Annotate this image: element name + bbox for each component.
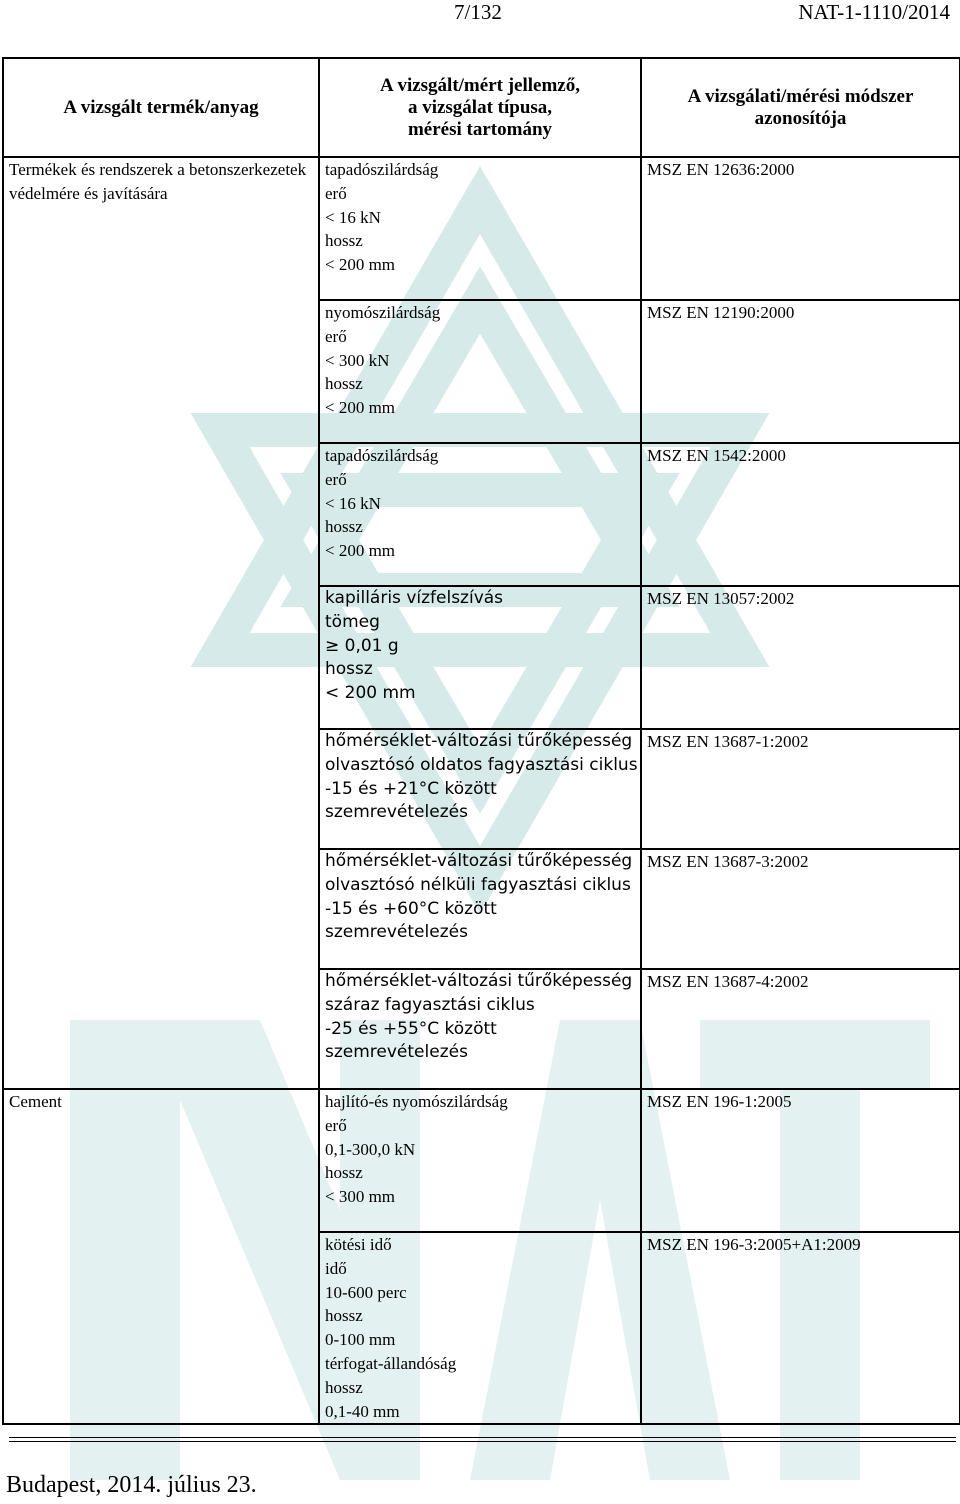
method-cell: MSZ EN 196-1:2005 — [641, 1089, 960, 1232]
col-header-product: A vizsgált termék/anyag — [3, 58, 319, 157]
accreditation-table — [2, 57, 960, 1425]
method-cell: MSZ EN 1542:2000 — [641, 443, 960, 586]
footer-rule-top — [9, 1437, 956, 1438]
method-cell: MSZ EN 13687-3:2002 — [641, 849, 960, 969]
method-cell: MSZ EN 13687-4:2002 — [641, 969, 960, 1089]
method-cell: MSZ EN 12636:2000 — [641, 157, 960, 300]
footer-date: Budapest, 2014. július 23. — [6, 1472, 257, 1498]
table-row — [3, 157, 960, 300]
page-number: 7/132 — [454, 0, 502, 24]
method-cell: MSZ EN 12190:2000 — [641, 300, 960, 443]
property-cell: kapilláris vízfelszívás tömeg ≥ 0,01 g hossz < 200 mm — [319, 586, 641, 729]
property-cell: nyomószilárdság erő < 300 kN hossz < 200 mm — [319, 300, 641, 443]
product-cell: Termékek és rendszerek a betonszerkezetek védelmére és javítására — [3, 157, 319, 1089]
col-header-property: A vizsgált/mért jellemző, a vizsgálat típusa, mérési tartomány — [319, 58, 641, 157]
property-cell: hajlító-és nyomószilárdság erő 0,1-300,0 kN hossz < 300 mm — [319, 1089, 641, 1232]
property-cell: tapadószilárdság erő < 16 kN hossz < 200 mm — [319, 443, 641, 586]
method-cell: MSZ EN 13057:2002 — [641, 586, 960, 729]
property-cell: kötési idő idő 10-600 perc hossz 0-100 mm térfogat-állandóság hossz 0,1-40 mm — [319, 1232, 641, 1424]
page-header — [0, 0, 960, 28]
footer-rule-bottom — [9, 1441, 956, 1442]
method-cell: MSZ EN 196-3:2005+A1:2009 — [641, 1232, 960, 1424]
property-cell: tapadószilárdság erő < 16 kN hossz < 200 mm — [319, 157, 641, 300]
property-cell: hőmérséklet-változási tűrőképesség száraz fagyasztási ciklus -25 és +55°C között szemrevételezés — [319, 969, 641, 1089]
property-cell: hőmérséklet-változási tűrőképesség olvasztósó nélküli fagyasztási ciklus -15 és +60°C között szemrevételezés — [319, 849, 641, 969]
col-header-method: A vizsgálati/mérési módszer azonosítója — [641, 58, 960, 157]
table-header-row — [3, 58, 960, 157]
table-row — [3, 1089, 960, 1232]
method-cell: MSZ EN 13687-1:2002 — [641, 729, 960, 849]
document-id: NAT-1-1110/2014 — [798, 0, 950, 24]
product-cell: Cement — [3, 1089, 319, 1424]
property-cell: hőmérséklet-változási tűrőképesség olvasztósó oldatos fagyasztási ciklus -15 és +21°C között szemrevételezés — [319, 729, 641, 849]
